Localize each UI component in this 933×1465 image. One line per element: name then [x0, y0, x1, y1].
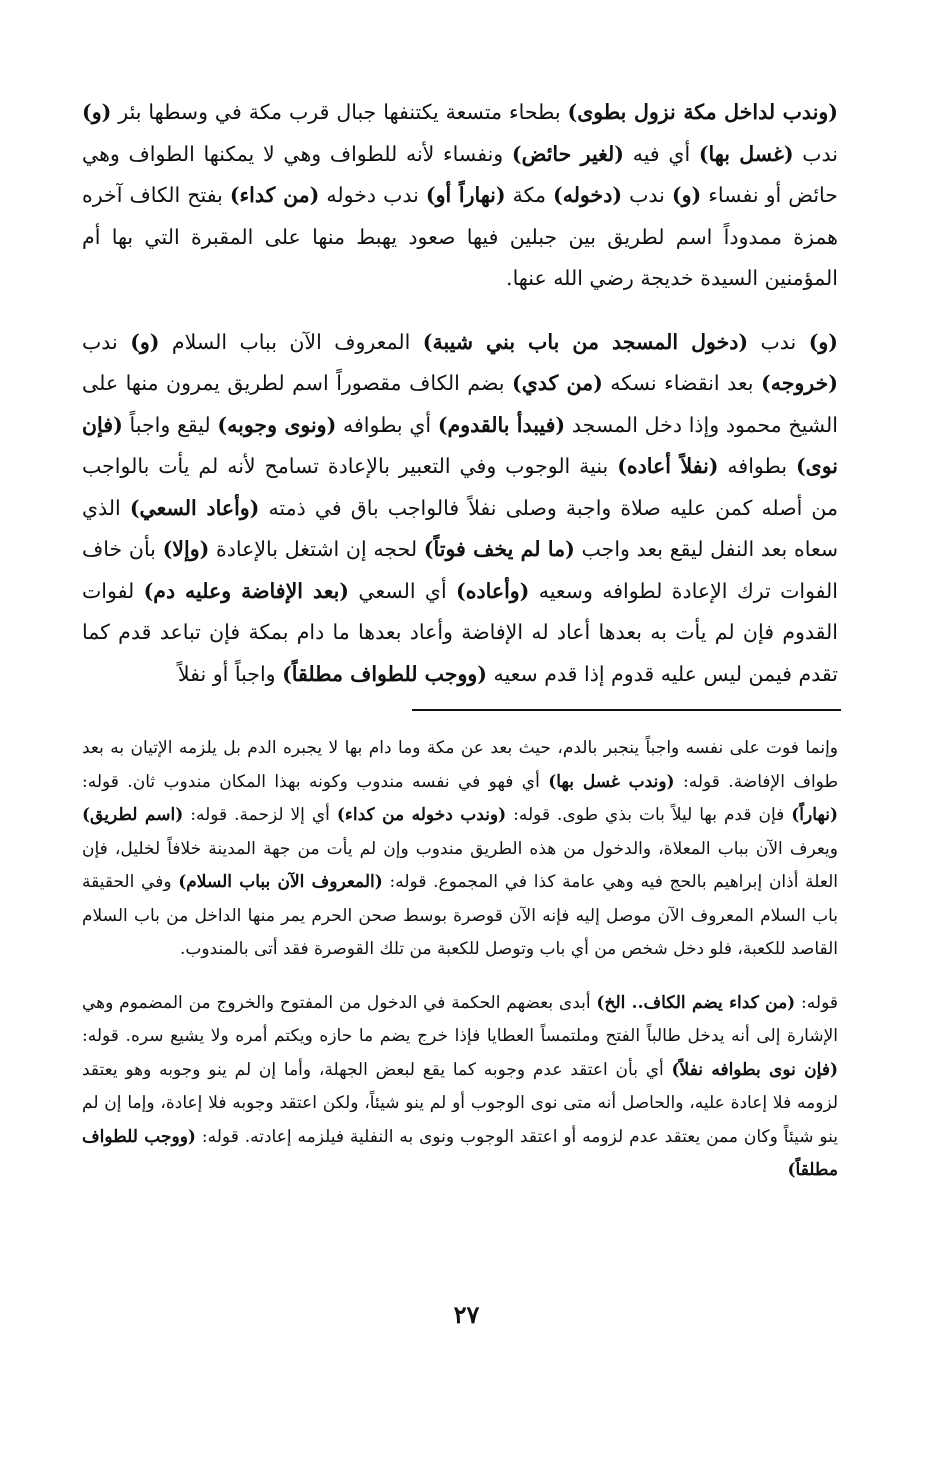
- text-run: أي بطوافه: [336, 412, 438, 437]
- bold-phrase: (ووجب للطواف مطلقاً): [82, 1126, 838, 1180]
- text-run: ليقع واجباً: [122, 412, 218, 437]
- bold-phrase: (وأعاده): [456, 578, 530, 603]
- bold-phrase: (فيبدأ بالقدوم): [437, 412, 566, 437]
- text-run: ندب: [82, 329, 131, 354]
- text-run: ويعرف الآن بباب المعلاة، والدخول من هذه الطريق مندوب وإن لم يأت من جهة المدينة خلافاً لخليل، فإن العلة أذان إبراهيم بالحج فيه وهي عامة كذا في المجموع. قوله:: [82, 838, 838, 892]
- text-run: بضم الكاف مقصوراً اسم لطريق يمرون منها على الشيخ محمود وإذا دخل المسجد: [82, 371, 839, 437]
- text-run: أي بأن اعتقد عدم وجوبه كما يقع لبعض الجهلة، وأما إن لم ينو وجوبه وهو يعتقد لزومه فلا إعادة عليه، والحاصل أنه متى نوى الوجوب أو لم ينو شيئاً، ولكن اعتقد وجوبه فلا إعادة، وإما إن لم ينو شيئاً وكان ممن يعتقد عدم لزومه أو اعتقد الوجوب ونوى به النفلية فيلزمه إعادته. قوله:: [82, 1059, 839, 1147]
- text-run: وفي الحقيقة باب السلام المعروف الآن موصل إليه فإنه الآن قوصرة بوسط صحن الحرم يمر منها الداخل من باب السلام القاصد للكعبة، فلو دخل شخص من أي باب وتوصل للكعبة من تلك القوصرة فقد أتى بالمندوب.: [82, 872, 838, 959]
- bold-phrase: (ونوى وجوبه): [217, 412, 337, 437]
- bold-phrase: (من كداء): [229, 183, 320, 207]
- text-run: لحجه إن اشتغل بالإعادة: [209, 537, 424, 561]
- text-run: لفوات القدوم فإن لم يأت به بعدها أعاد له الإفاضة وأعاد بعدها ما دام بمكة فإن تباعد قدم كما تقدم فيمن ليس عليه قدوم إذا قدم سعيه: [82, 578, 838, 686]
- bold-phrase: (دخول المسجد من باب بني شيبة): [422, 329, 749, 354]
- commentary-paragraph-2: [82, 987, 838, 1188]
- text-run: ندب: [748, 329, 809, 354]
- text-run: الذي سعاه بعد النفل ليقع بعد واجب: [82, 495, 839, 561]
- main-paragraph-1: [82, 92, 838, 300]
- text-run: بطوافه: [718, 454, 796, 478]
- bold-phrase: (ووجب للطواف مطلقاً): [282, 661, 487, 686]
- text-run: واجباً أو نفلاً: [177, 661, 283, 686]
- bold-phrase: (من كداء يضم الكاف.. الخ): [596, 992, 796, 1013]
- text-run: بطحاء متسعة يكتنفها جبال قرب مكة في وسطها بئر: [111, 100, 568, 124]
- text-run: المعروف الآن بباب السلام: [159, 329, 423, 354]
- text-run: قوله:: [795, 992, 838, 1013]
- bold-phrase: (ما لم يخف فوتاً): [423, 537, 575, 561]
- bold-phrase: (نفلاً أعاده): [617, 454, 719, 478]
- text-run: ندب: [622, 183, 672, 207]
- bold-phrase: (بعد الإفاضة وعليه دم): [143, 578, 349, 603]
- text-run: فإن قدم بها ليلاً بات بذي طوى. قوله:: [506, 805, 792, 825]
- text-run: أي إلا لزحمة. قوله:: [183, 805, 337, 825]
- text-run: ندب: [793, 141, 838, 166]
- bold-phrase: (وندب لداخل مكة نزول بطوى): [567, 100, 838, 124]
- bold-phrase: (دخوله): [553, 183, 623, 207]
- main-paragraph-2: [82, 322, 838, 696]
- page-number: ٢٧: [453, 1300, 480, 1329]
- bold-phrase: (وندب دخوله من كداء): [336, 805, 507, 825]
- text-run: أي السعي: [349, 578, 457, 603]
- bold-phrase: (و): [671, 183, 702, 207]
- text-run: ونفساء لأنه للطواف وهي لا يمكنها الطواف وهي حائض أو نفساء: [82, 141, 838, 207]
- text-run: بأن خاف الفوات ترك الإعادة لطوافه وسعيه: [82, 537, 838, 603]
- bold-phrase: (فإن نوى بطوافه نفلاً): [671, 1059, 838, 1080]
- text-run: أبدى بعضهم الحكمة في الدخول من المفتوح والخروج من المضموم وهي الإشارة إلى أنه يدخل طالباً الفتح وملتمساً العطايا فإذا خرج يضم ما حازه ويكتم أمره ولا يشيع سره. قوله:: [82, 992, 838, 1046]
- text-run: بعد انقضاء نسكه: [602, 371, 762, 395]
- bold-phrase: (غسل بها): [698, 141, 794, 166]
- footnote-divider: [412, 709, 841, 711]
- bold-phrase: (و): [808, 329, 838, 354]
- commentary-paragraph-1: [82, 732, 838, 967]
- bold-phrase: (من كدي): [512, 371, 603, 395]
- main-text: [82, 92, 838, 695]
- text-run: أي فيه: [624, 141, 699, 166]
- bold-phrase: (و): [82, 100, 112, 124]
- bold-phrase: (المعروف الآن بباب السلام): [178, 872, 383, 892]
- bold-phrase: (اسم لطريق): [82, 805, 184, 825]
- text-run: أي فهو في نفسه مندوب وكونه بهذا المكان مندوب ثان. قوله:: [82, 771, 549, 792]
- commentary-text: [82, 732, 838, 1188]
- bold-phrase: (خروجه): [761, 371, 838, 395]
- text-run: وإنما فوت على نفسه واجباً ينجبر بالدم، حيث بعد عن مكة وما دام بها لا يجبره الدم بل يلزمه الإتيان به بعد طواف الإفاضة. قوله:: [82, 738, 838, 792]
- text-run: بفتح الكاف آخره همزة ممدوداً اسم لطريق بين جبلين فيها صعود يهبط منها على المقبرة التي بها أم المؤمنين السيدة خديجة رضي الله عنها.: [82, 183, 838, 290]
- bold-phrase: (وإلا): [162, 537, 210, 561]
- bold-phrase: (وأعاد السعي): [129, 495, 260, 520]
- bold-phrase: (وندب غسل بها): [548, 771, 675, 792]
- bold-phrase: (فإن نوى): [82, 412, 838, 478]
- text-run: بنية الوجوب وفي التعبير بالإعادة تسامح لأنه لم يأت بالواجب من أصله كمن عليه صلاة واجبة وصلى نفلاً فالواجب باق في ذمته: [82, 454, 838, 520]
- text-run: مكة: [505, 183, 553, 207]
- bold-phrase: (نهاراً أو): [425, 183, 506, 207]
- bold-phrase: (لغير حائض): [511, 141, 625, 166]
- text-run: ندب دخوله: [319, 183, 426, 207]
- bold-phrase: (نهاراً): [791, 805, 839, 825]
- bold-phrase: (و): [130, 329, 160, 354]
